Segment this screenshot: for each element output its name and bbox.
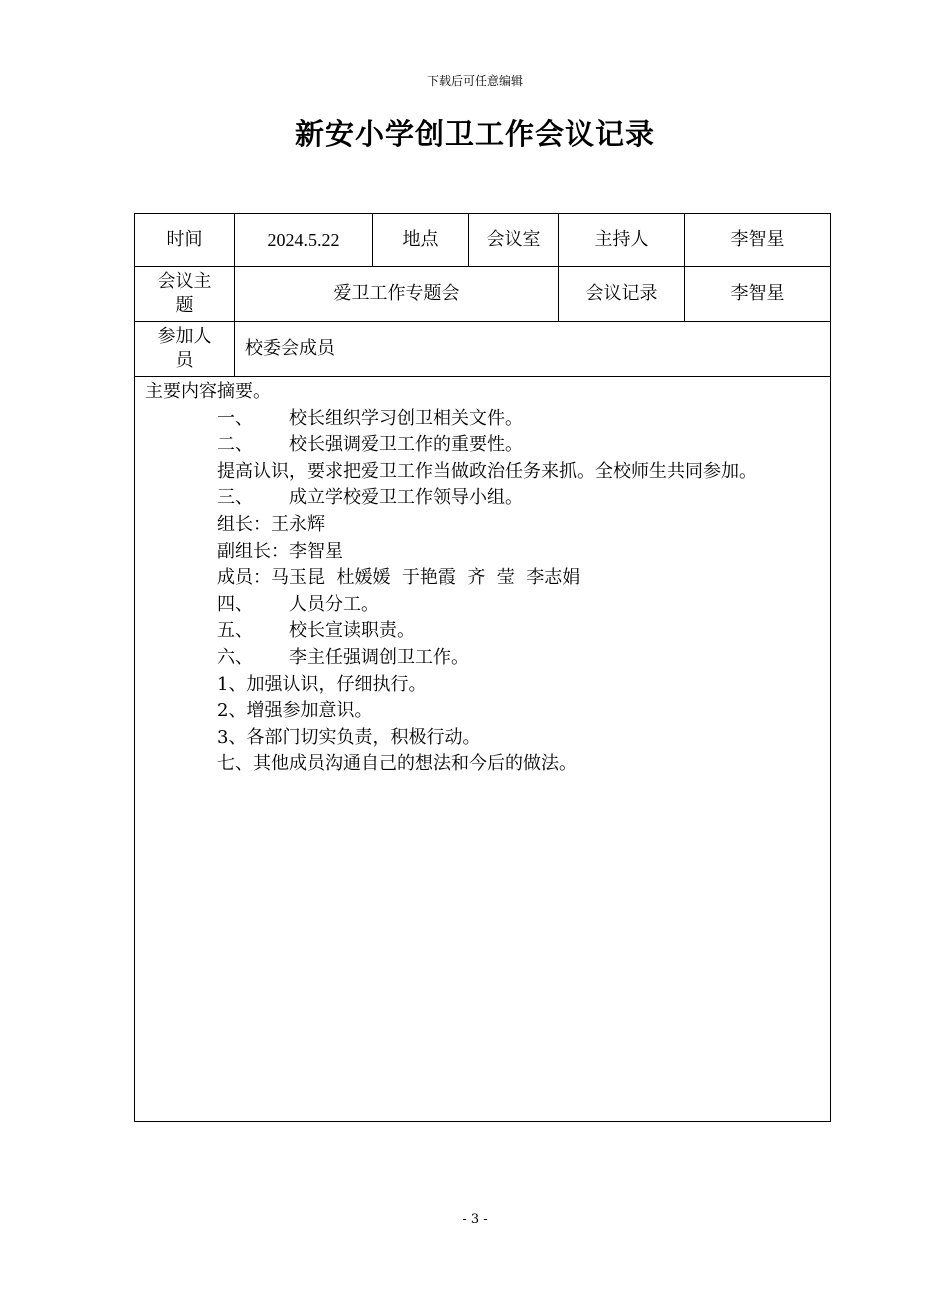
header-note: 下载后可任意编辑	[426, 74, 523, 88]
content-heading: 主要内容摘要。	[145, 381, 271, 402]
list-item	[217, 432, 822, 459]
item-number: 四、	[217, 593, 253, 615]
recorder-value: 李智星	[685, 267, 831, 322]
sub-item: 3、各部门切实负责，积极行动。	[217, 726, 481, 748]
item-text: 李主任强调创卫工作。	[289, 646, 469, 668]
time-value: 2024.5.22	[235, 214, 373, 267]
place-value: 会议室	[469, 214, 559, 267]
page-title: 新安小学创卫工作会议记录	[294, 117, 655, 151]
sub-item: 2、增强参加意识。	[217, 700, 373, 722]
members-line: 成员：马玉昆 杜媛媛 于艳霞 齐 莹 李志娟	[217, 567, 581, 589]
content-cell	[135, 377, 831, 1122]
attendees-label-line2: 员	[175, 350, 194, 371]
place-label: 地点	[373, 214, 469, 267]
leader-line: 组长：王永辉	[217, 513, 325, 535]
item-number: 六、	[217, 646, 253, 668]
item-text: 人员分工。	[289, 593, 379, 615]
meeting-record-table	[134, 213, 831, 1122]
list-item	[217, 618, 822, 645]
list-item	[217, 645, 822, 672]
sub-item: 1、加强认识，仔细执行。	[217, 673, 427, 695]
topic-value: 爱卫工作专题会	[235, 267, 559, 322]
table-row	[135, 267, 831, 322]
attendees-value: 校委会成员	[235, 322, 831, 377]
recorder-label: 会议记录	[559, 267, 685, 322]
topic-label-line1: 会议主	[157, 271, 212, 292]
item-number: 五、	[217, 620, 253, 642]
table-row	[135, 214, 831, 267]
vice-leader-line: 副组长：李智星	[217, 540, 343, 562]
item-number: 三、	[217, 487, 253, 509]
content-body	[217, 406, 822, 778]
list-item	[217, 592, 822, 619]
host-label: 主持人	[559, 214, 685, 267]
page-number: - 3 -	[462, 1212, 488, 1227]
item-text: 成立学校爱卫工作领导小组。	[289, 487, 523, 509]
list-item	[217, 406, 822, 433]
item-text: 校长组织学习创卫相关文件。	[289, 407, 523, 429]
item-number: 一、	[217, 407, 253, 429]
item-number: 二、	[217, 434, 253, 456]
topic-label	[135, 267, 235, 322]
item-detail: 提高认识，要求把爱卫工作当做政治任务来抓。全校师生共同参加。	[217, 460, 757, 482]
topic-label-line2: 题	[175, 295, 194, 316]
attendees-label-line1: 参加人	[157, 326, 212, 347]
list-item: 七、其他成员沟通自己的想法和今后的做法。	[217, 753, 577, 775]
item-text: 校长宣读职责。	[289, 620, 415, 642]
table-row	[135, 377, 831, 1122]
table-row	[135, 322, 831, 377]
item-text: 校长强调爱卫工作的重要性。	[289, 434, 523, 456]
host-value: 李智星	[685, 214, 831, 267]
list-item	[217, 485, 822, 512]
attendees-label	[135, 322, 235, 377]
time-label: 时间	[135, 214, 235, 267]
